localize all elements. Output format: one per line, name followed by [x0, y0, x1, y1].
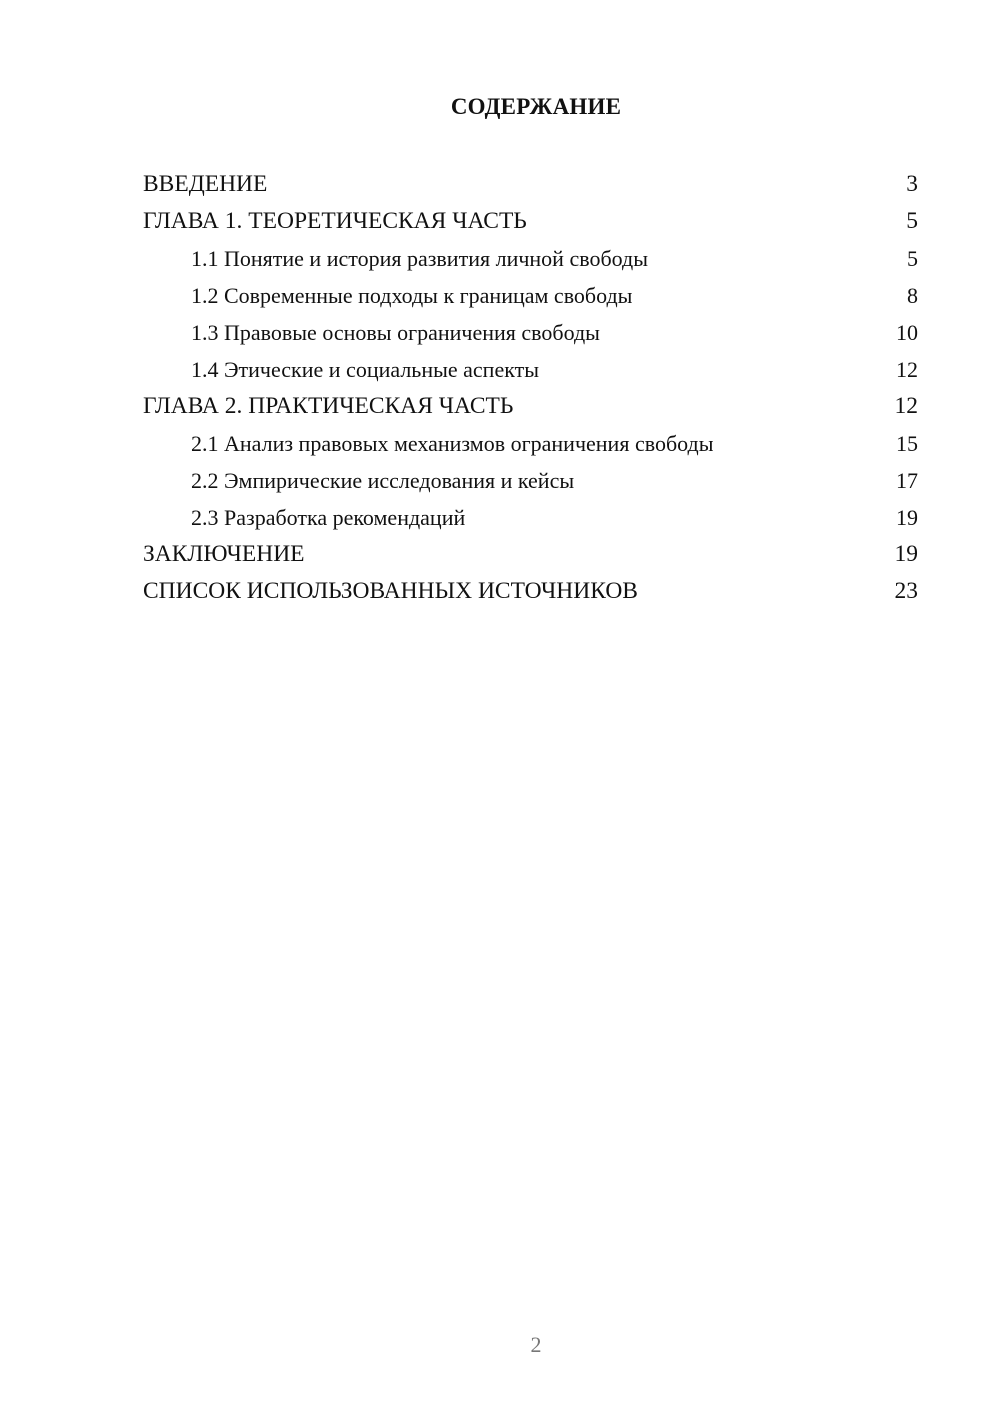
toc-entry-introduction[interactable] [143, 166, 918, 203]
toc-entry-section-1-3[interactable] [143, 314, 918, 351]
toc-entry-section-1-2[interactable] [143, 277, 918, 314]
page-number: 2 [530, 1332, 542, 1357]
toc-entry-label: СПИСОК ИСПОЛЬЗОВАННЫХ ИСТОЧНИКОВ [143, 578, 638, 604]
page-title: СОДЕРЖАНИЕ [450, 94, 622, 119]
toc-entry-section-1-4[interactable] [143, 351, 918, 388]
toc-entry-label: 1.4 Этические и социальные аспекты [191, 357, 540, 382]
toc-entry-label: 2.2 Эмпирические исследования и кейсы [191, 468, 575, 493]
table-of-contents [143, 166, 918, 610]
toc-entry-section-1-1[interactable] [143, 240, 918, 277]
toc-entry-section-2-1[interactable] [143, 425, 918, 462]
toc-entry-label: 2.1 Анализ правовых механизмов ограничения свободы [191, 431, 714, 456]
toc-entry-page: 5 [907, 246, 918, 271]
toc-entry-page: 12 [894, 393, 918, 419]
toc-entry-label: 1.3 Правовые основы ограничения свободы [191, 320, 600, 345]
toc-entry-references[interactable] [143, 573, 918, 610]
toc-entry-page: 10 [896, 320, 918, 345]
toc-entry-conclusion[interactable] [143, 536, 918, 573]
toc-entry-page: 15 [896, 431, 918, 456]
toc-entry-page: 19 [894, 541, 918, 567]
toc-entry-label: ЗАКЛЮЧЕНИЕ [143, 541, 305, 567]
toc-entry-label: 2.3 Разработка рекомендаций [191, 505, 466, 530]
toc-entry-chapter-2[interactable] [143, 388, 918, 425]
toc-entry-page: 17 [896, 468, 918, 493]
toc-entry-page: 3 [906, 171, 918, 197]
toc-entry-label: ГЛАВА 1. ТЕОРЕТИЧЕСКАЯ ЧАСТЬ [143, 208, 527, 234]
toc-entry-page: 5 [906, 208, 918, 234]
toc-entry-page: 8 [907, 283, 918, 308]
toc-entry-chapter-1[interactable] [143, 203, 918, 240]
toc-entry-label: ГЛАВА 2. ПРАКТИЧЕСКАЯ ЧАСТЬ [143, 393, 514, 419]
toc-entry-page: 12 [896, 357, 918, 382]
toc-entry-label: 1.1 Понятие и история развития личной свободы [191, 246, 648, 271]
toc-entry-section-2-3[interactable] [143, 499, 918, 536]
toc-entry-label: 1.2 Современные подходы к границам свободы [191, 283, 633, 308]
toc-entry-page: 19 [896, 505, 918, 530]
toc-entry-section-2-2[interactable] [143, 462, 918, 499]
toc-entry-label: ВВЕДЕНИЕ [143, 171, 268, 197]
toc-entry-page: 23 [894, 578, 918, 604]
